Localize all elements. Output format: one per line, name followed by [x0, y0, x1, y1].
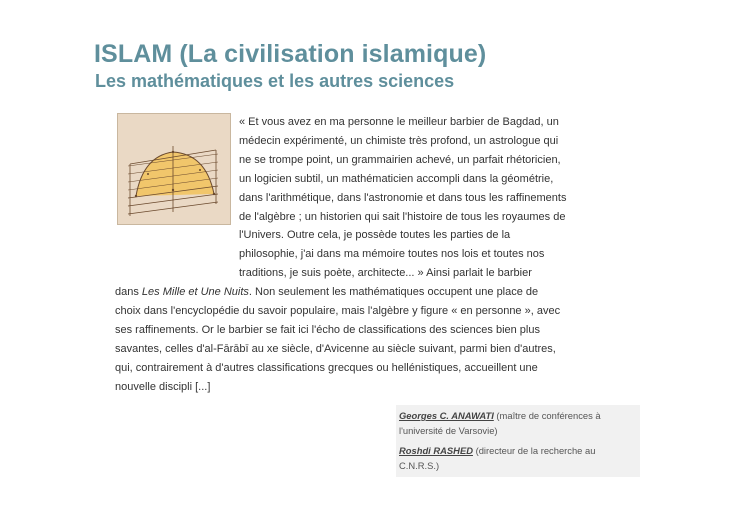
author-link[interactable]: Roshdi RASHED: [399, 444, 473, 456]
author-role: (directeur de la recherche au C.N.R.S.): [399, 444, 596, 471]
credits-box: [396, 405, 640, 477]
text-line: [115, 283, 609, 302]
credit-item: [399, 443, 636, 474]
page-title: ISLAM (La civilisation islamique): [94, 40, 487, 68]
text-line: nouvelle discipli [...]: [115, 380, 211, 393]
article-body: [115, 113, 609, 397]
text-fragment: . Non seulement les mathématiques occupent une place de: [248, 286, 539, 299]
text-line: qui, contrairement à d'autres classifications grecques ou hellénistiques, accueillent une: [115, 361, 538, 374]
text-line: ses raffinements. Or le barbier se fait ici l'écho de classifications des sciences bien plus: [115, 323, 540, 336]
text-line: philosophie, j'ai dans ma mémoire toutes nos lois et toutes nos: [239, 248, 545, 261]
book-title: Les Mille et Une Nuits: [141, 286, 249, 299]
text-line: traditions, je suis poète, architecte... » Ainsi parlait le barbier: [239, 267, 532, 280]
article-paragraph: [115, 113, 609, 397]
text-line: savantes, celles d'al-Fārābī au xe siècle, d'Avicenne au siècle suivant, parmi bien d'autres,: [115, 342, 556, 355]
author-role: (maître de conférences à l'université de Varsovie): [399, 410, 601, 437]
text-line: médecin expérimenté, un chimiste très profond, un astrologue qui: [239, 134, 559, 147]
text-fragment: dans: [115, 286, 142, 299]
text-line: « Et vous avez en ma personne le meilleur barbier de Bagdad, un: [239, 116, 559, 128]
author-link[interactable]: Georges C. ANAWATI: [399, 410, 494, 421]
text-line: l'Univers. Outre cela, je possède toutes les parties de la: [239, 229, 511, 242]
credit-item: [399, 408, 636, 439]
text-line: dans l'arithmétique, dans l'astronomie et dans tous les raffinements: [239, 191, 567, 204]
text-line: ne se trompe point, un grammairien achevé, un parfait rhétoricien,: [239, 153, 561, 166]
text-line: choix dans l'encyclopédie du savoir populaire, mais l'algèbre y figure « en personne », avec: [115, 305, 561, 318]
page-subtitle: Les mathématiques et les autres sciences: [95, 71, 455, 91]
text-line: un logicien subtil, un mathématicien accompli dans la géométrie,: [239, 172, 554, 185]
text-line: de l'algèbre ; un historien qui sait l'histoire de tous les royaumes de: [239, 210, 566, 223]
